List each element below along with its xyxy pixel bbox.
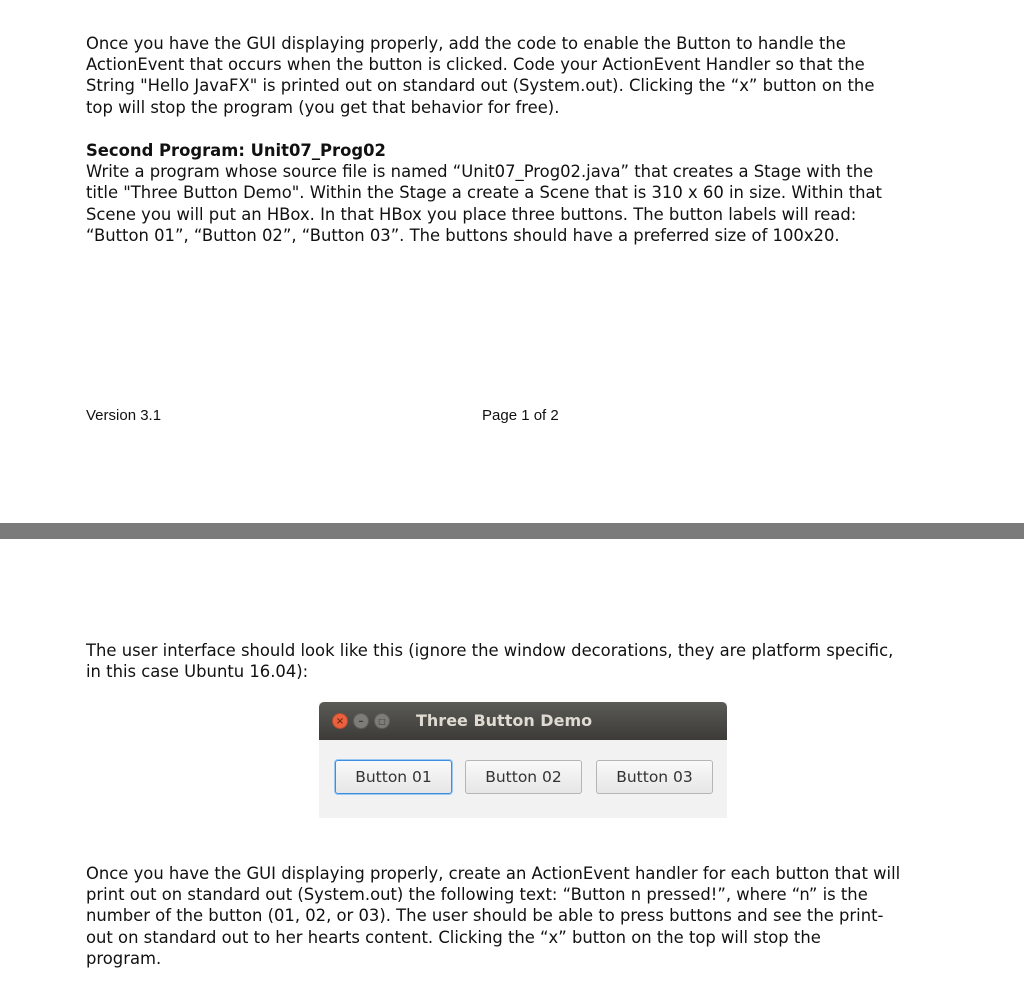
window-title: Three Button Demo [416, 711, 593, 730]
footer-page-number: Page 1 of 2 [482, 407, 559, 424]
ui-intro-line: in this case Ubuntu 16.04): [86, 662, 309, 682]
intro-line: top will stop the program (you get that behavior for free). [86, 97, 560, 117]
closing-paragraph [86, 863, 966, 969]
body-line: “Button 01”, “Button 02”, “Button 03”. The buttons should have a preferred size of 100x20. [86, 225, 840, 245]
closing-line: out on standard out to her hearts content. Clicking the “x” button on the top will stop the [86, 927, 821, 947]
button-02[interactable]: Button 02 [465, 760, 582, 794]
intro-line: ActionEvent that occurs when the button is clicked. Code your ActionEvent Handler so that the [86, 55, 865, 75]
button-03[interactable]: Button 03 [596, 760, 713, 794]
intro-paragraph [86, 33, 966, 118]
window-titlebar [319, 702, 727, 740]
ui-intro-paragraph [86, 640, 966, 682]
intro-line: Once you have the GUI displaying properly, add the code to enable the Button to handle the [86, 34, 846, 53]
minimize-icon[interactable]: – [353, 713, 369, 729]
body-line: Scene you will put an HBox. In that HBox you place three buttons. The button labels will read: [86, 204, 857, 224]
button-01[interactable]: Button 01 [335, 760, 452, 794]
three-button-demo-window [319, 702, 727, 818]
maximize-icon[interactable]: □ [374, 713, 390, 729]
intro-line: String "Hello JavaFX" is printed out on standard out (System.out). Clicking the “x” button on the [86, 76, 875, 96]
section-heading: Second Program: Unit07_Prog02 [86, 141, 386, 160]
second-program-section [86, 140, 966, 246]
closing-line: print out on standard out (System.out) the following text: “Button n pressed!”, where “n” is the [86, 885, 868, 905]
body-line: Write a program whose source file is named “Unit07_Prog02.java” that creates a Stage with the [86, 162, 874, 182]
closing-line: Once you have the GUI displaying properly, create an ActionEvent handler for each button that will [86, 864, 901, 883]
close-icon[interactable]: × [332, 713, 348, 729]
footer-version: Version 3.1 [86, 407, 162, 424]
ui-intro-line: The user interface should look like this (ignore the window decorations, they are platform specific, [86, 641, 894, 660]
body-line: title "Three Button Demo". Within the Stage a create a Scene that is 310 x 60 in size. Within that [86, 183, 882, 203]
closing-line: program. [86, 948, 162, 968]
closing-line: number of the button (01, 02, or 03). The user should be able to press buttons and see the print- [86, 906, 884, 926]
page-break-divider [0, 523, 1024, 539]
